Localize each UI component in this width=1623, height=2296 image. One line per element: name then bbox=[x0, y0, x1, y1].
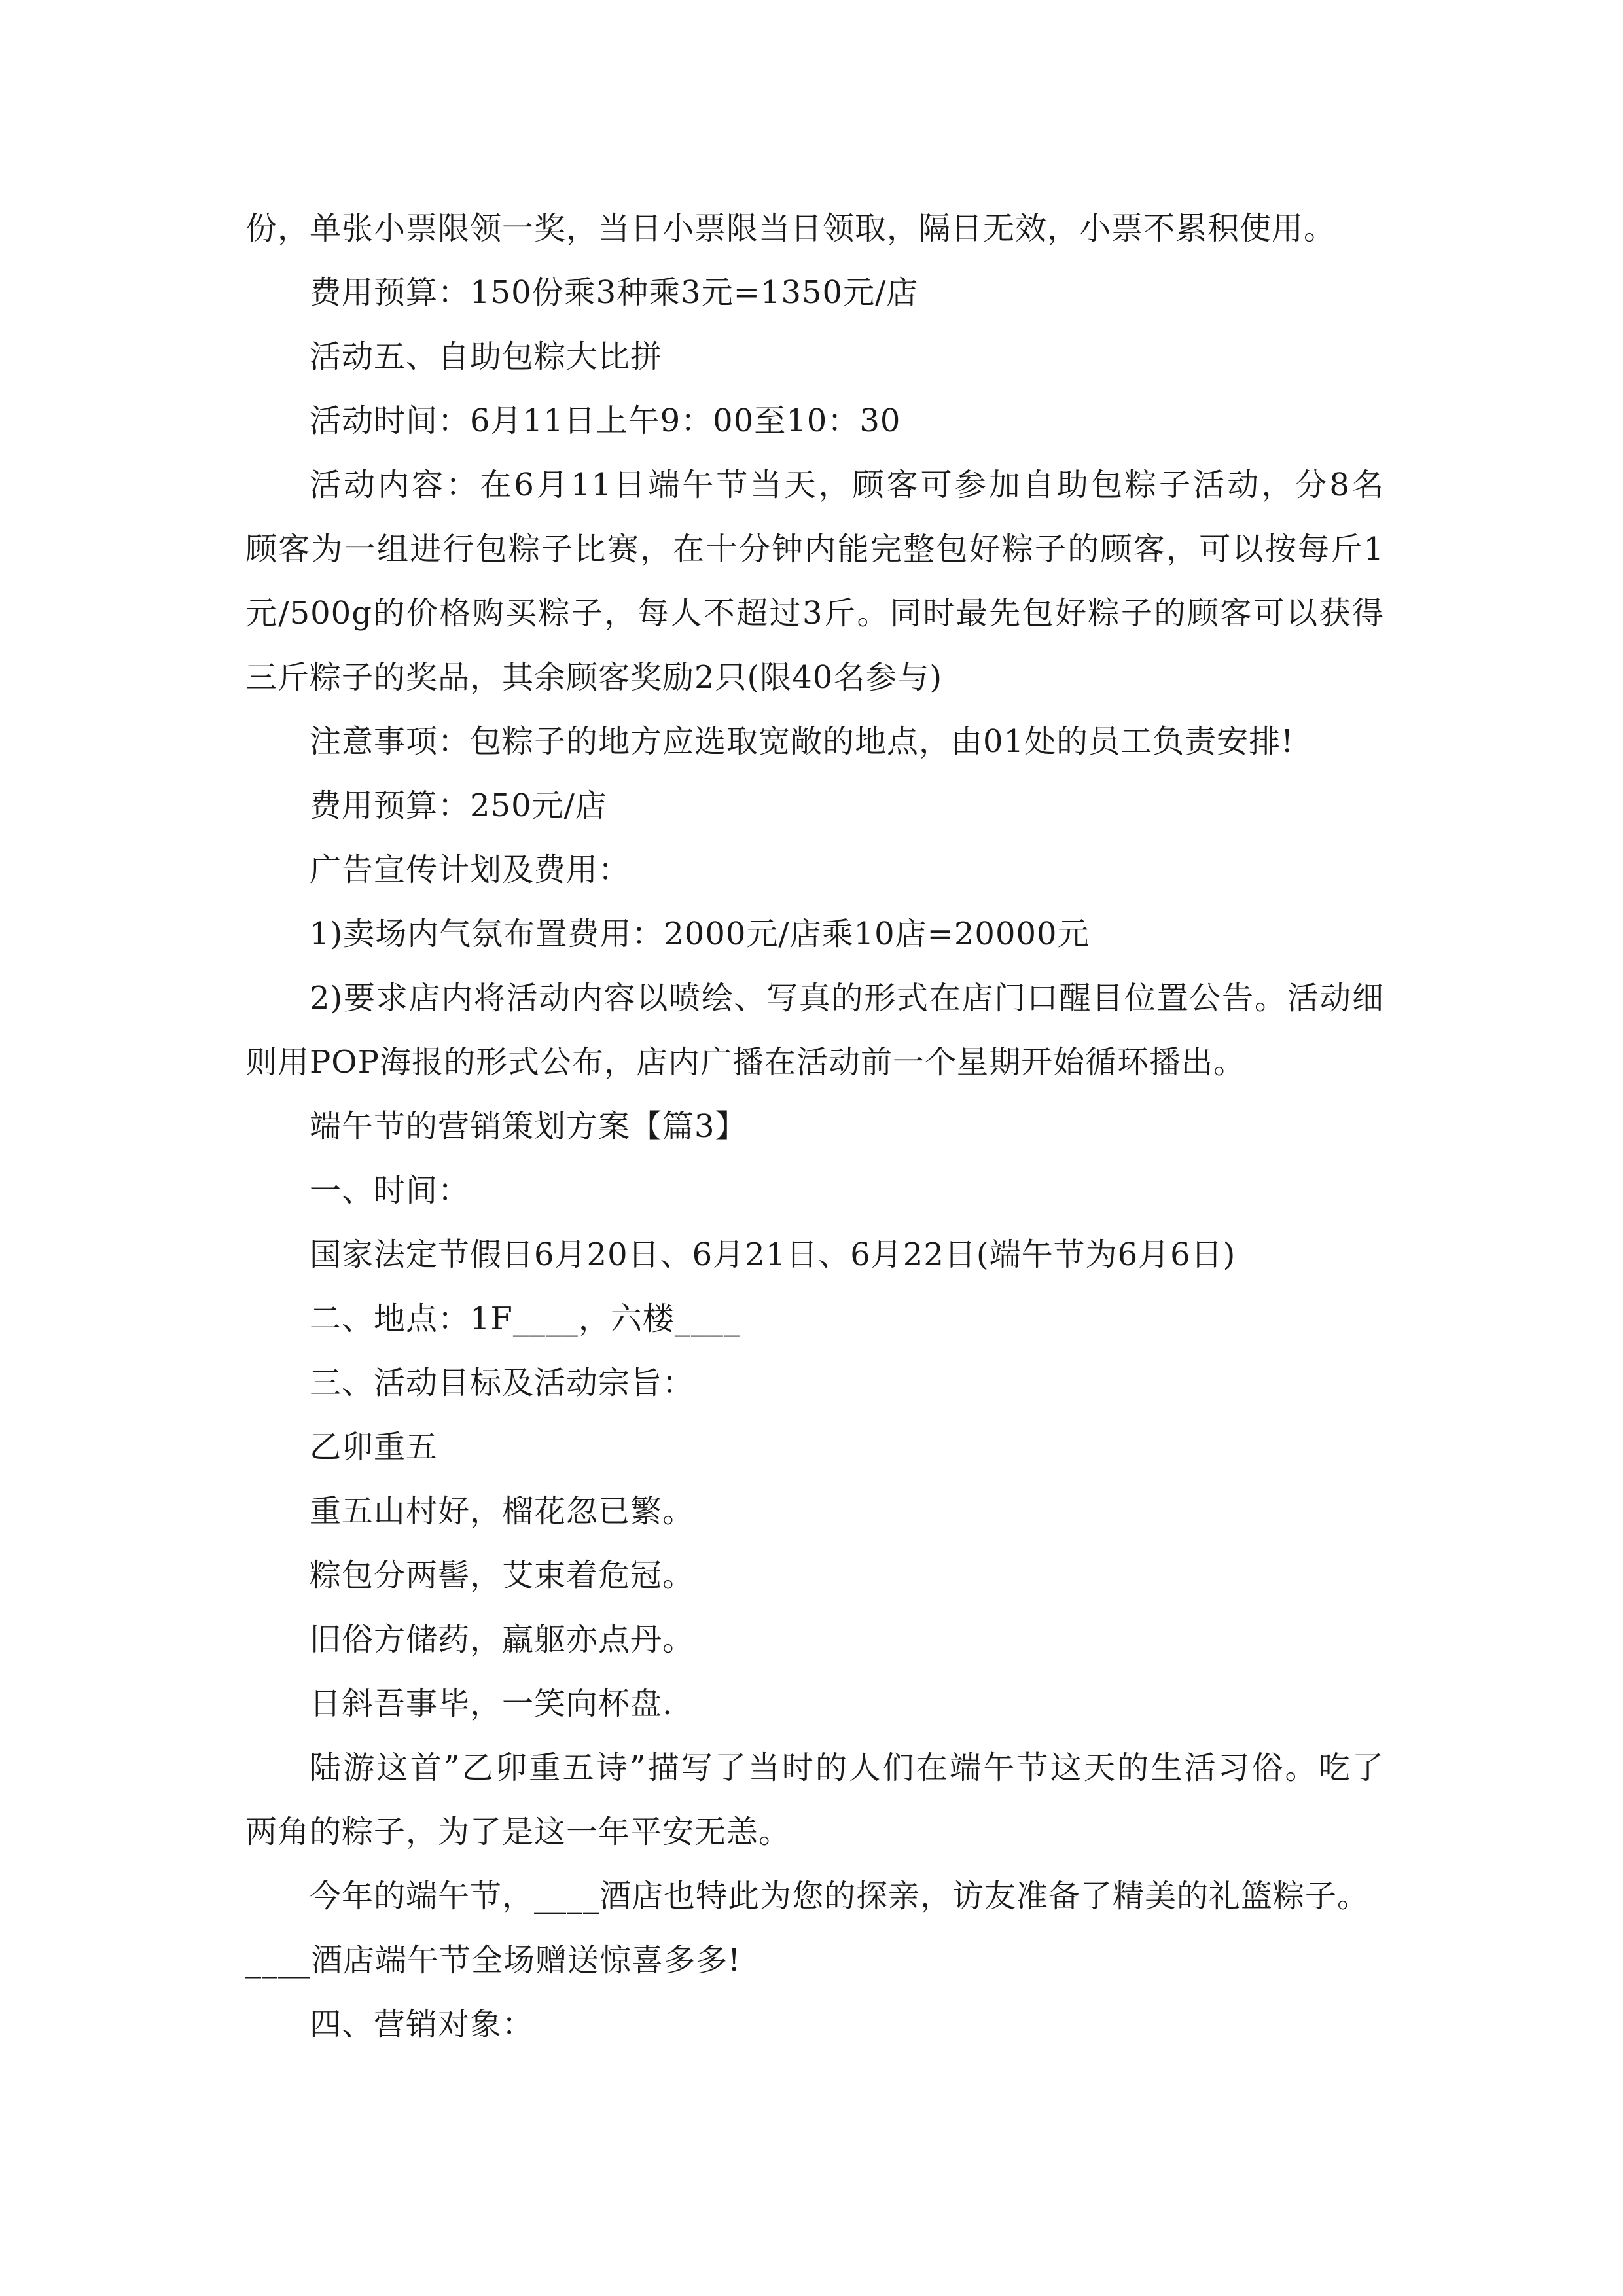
text-line: 三、活动目标及活动宗旨： bbox=[310, 1365, 695, 1401]
text-line: 三斤粽子的奖品，其余顾客奖励2只(限40名参与) bbox=[245, 659, 943, 696]
text-line: 份，单张小票限领一奖，当日小票限当日领取，隔日无效，小票不累积使用。 bbox=[245, 210, 1336, 247]
text-line: 广告宣传计划及费用： bbox=[310, 852, 631, 888]
text-line: 四、营销对象： bbox=[310, 2006, 535, 2043]
text-line: 顾客为一组进行包粽子比赛，在十分钟内能完整包好粽子的顾客，可以按每斤1 bbox=[245, 531, 1384, 567]
text-line: 则用POP海报的形式公布，店内广播在活动前一个星期开始循环播出。 bbox=[245, 1044, 1245, 1081]
text-line: 活动时间：6月11日上午9：00至10：30 bbox=[310, 403, 901, 439]
text-line: 两角的粽子，为了是这一年平安无恙。 bbox=[245, 1814, 791, 1850]
poem-line: 日斜吾事毕，一笑向杯盘. bbox=[310, 1685, 673, 1722]
poem-title: 乙卯重五 bbox=[310, 1429, 438, 1465]
text-line: 活动内容：在6月11日端午节当天，顾客可参加自助包粽子活动，分8名 bbox=[310, 467, 1384, 503]
poem-line: 粽包分两髻，艾束着危冠。 bbox=[310, 1557, 695, 1594]
document-body bbox=[245, 196, 1384, 2056]
text-line: 注意事项：包粽子的地方应选取宽敞的地点，由01处的员工负责安排! bbox=[310, 723, 1294, 760]
text-line: 1)卖场内气氛布置费用：2000元/店乘10店=20000元 bbox=[310, 916, 1090, 952]
text-line: 二、地点：1F____，六楼____ bbox=[310, 1300, 740, 1337]
poem-line: 旧俗方储药，羸躯亦点丹。 bbox=[310, 1621, 695, 1658]
text-line: 陆游这首”乙卯重五诗”描写了当时的人们在端午节这天的生活习俗。吃了 bbox=[310, 1749, 1384, 1786]
text-line: 元/500g的价格购买粽子，每人不超过3斤。同时最先包好粽子的顾客可以获得 bbox=[245, 595, 1384, 632]
text-line: 费用预算：150份乘3种乘3元=1350元/店 bbox=[310, 274, 919, 311]
poem-line: 重五山村好，榴花忽已繁。 bbox=[310, 1493, 695, 1530]
text-line: 一、时间： bbox=[310, 1172, 471, 1209]
text-line: 2)要求店内将活动内容以喷绘、写真的形式在店门口醒目位置公告。活动细 bbox=[310, 980, 1384, 1016]
text-line: 今年的端午节，____酒店也特此为您的探亲，访友准备了精美的礼篮粽子。 bbox=[310, 1878, 1370, 1914]
text-line: 国家法定节假日6月20日、6月21日、6月22日(端午节为6月6日) bbox=[310, 1236, 1236, 1273]
text-line: 费用预算：250元/店 bbox=[310, 787, 607, 824]
text-line: ____酒店端午节全场赠送惊喜多多! bbox=[245, 1942, 741, 1979]
text-line: 活动五、自助包粽大比拼 bbox=[310, 338, 663, 375]
section-heading: 端午节的营销策划方案【篇3】 bbox=[310, 1108, 747, 1145]
